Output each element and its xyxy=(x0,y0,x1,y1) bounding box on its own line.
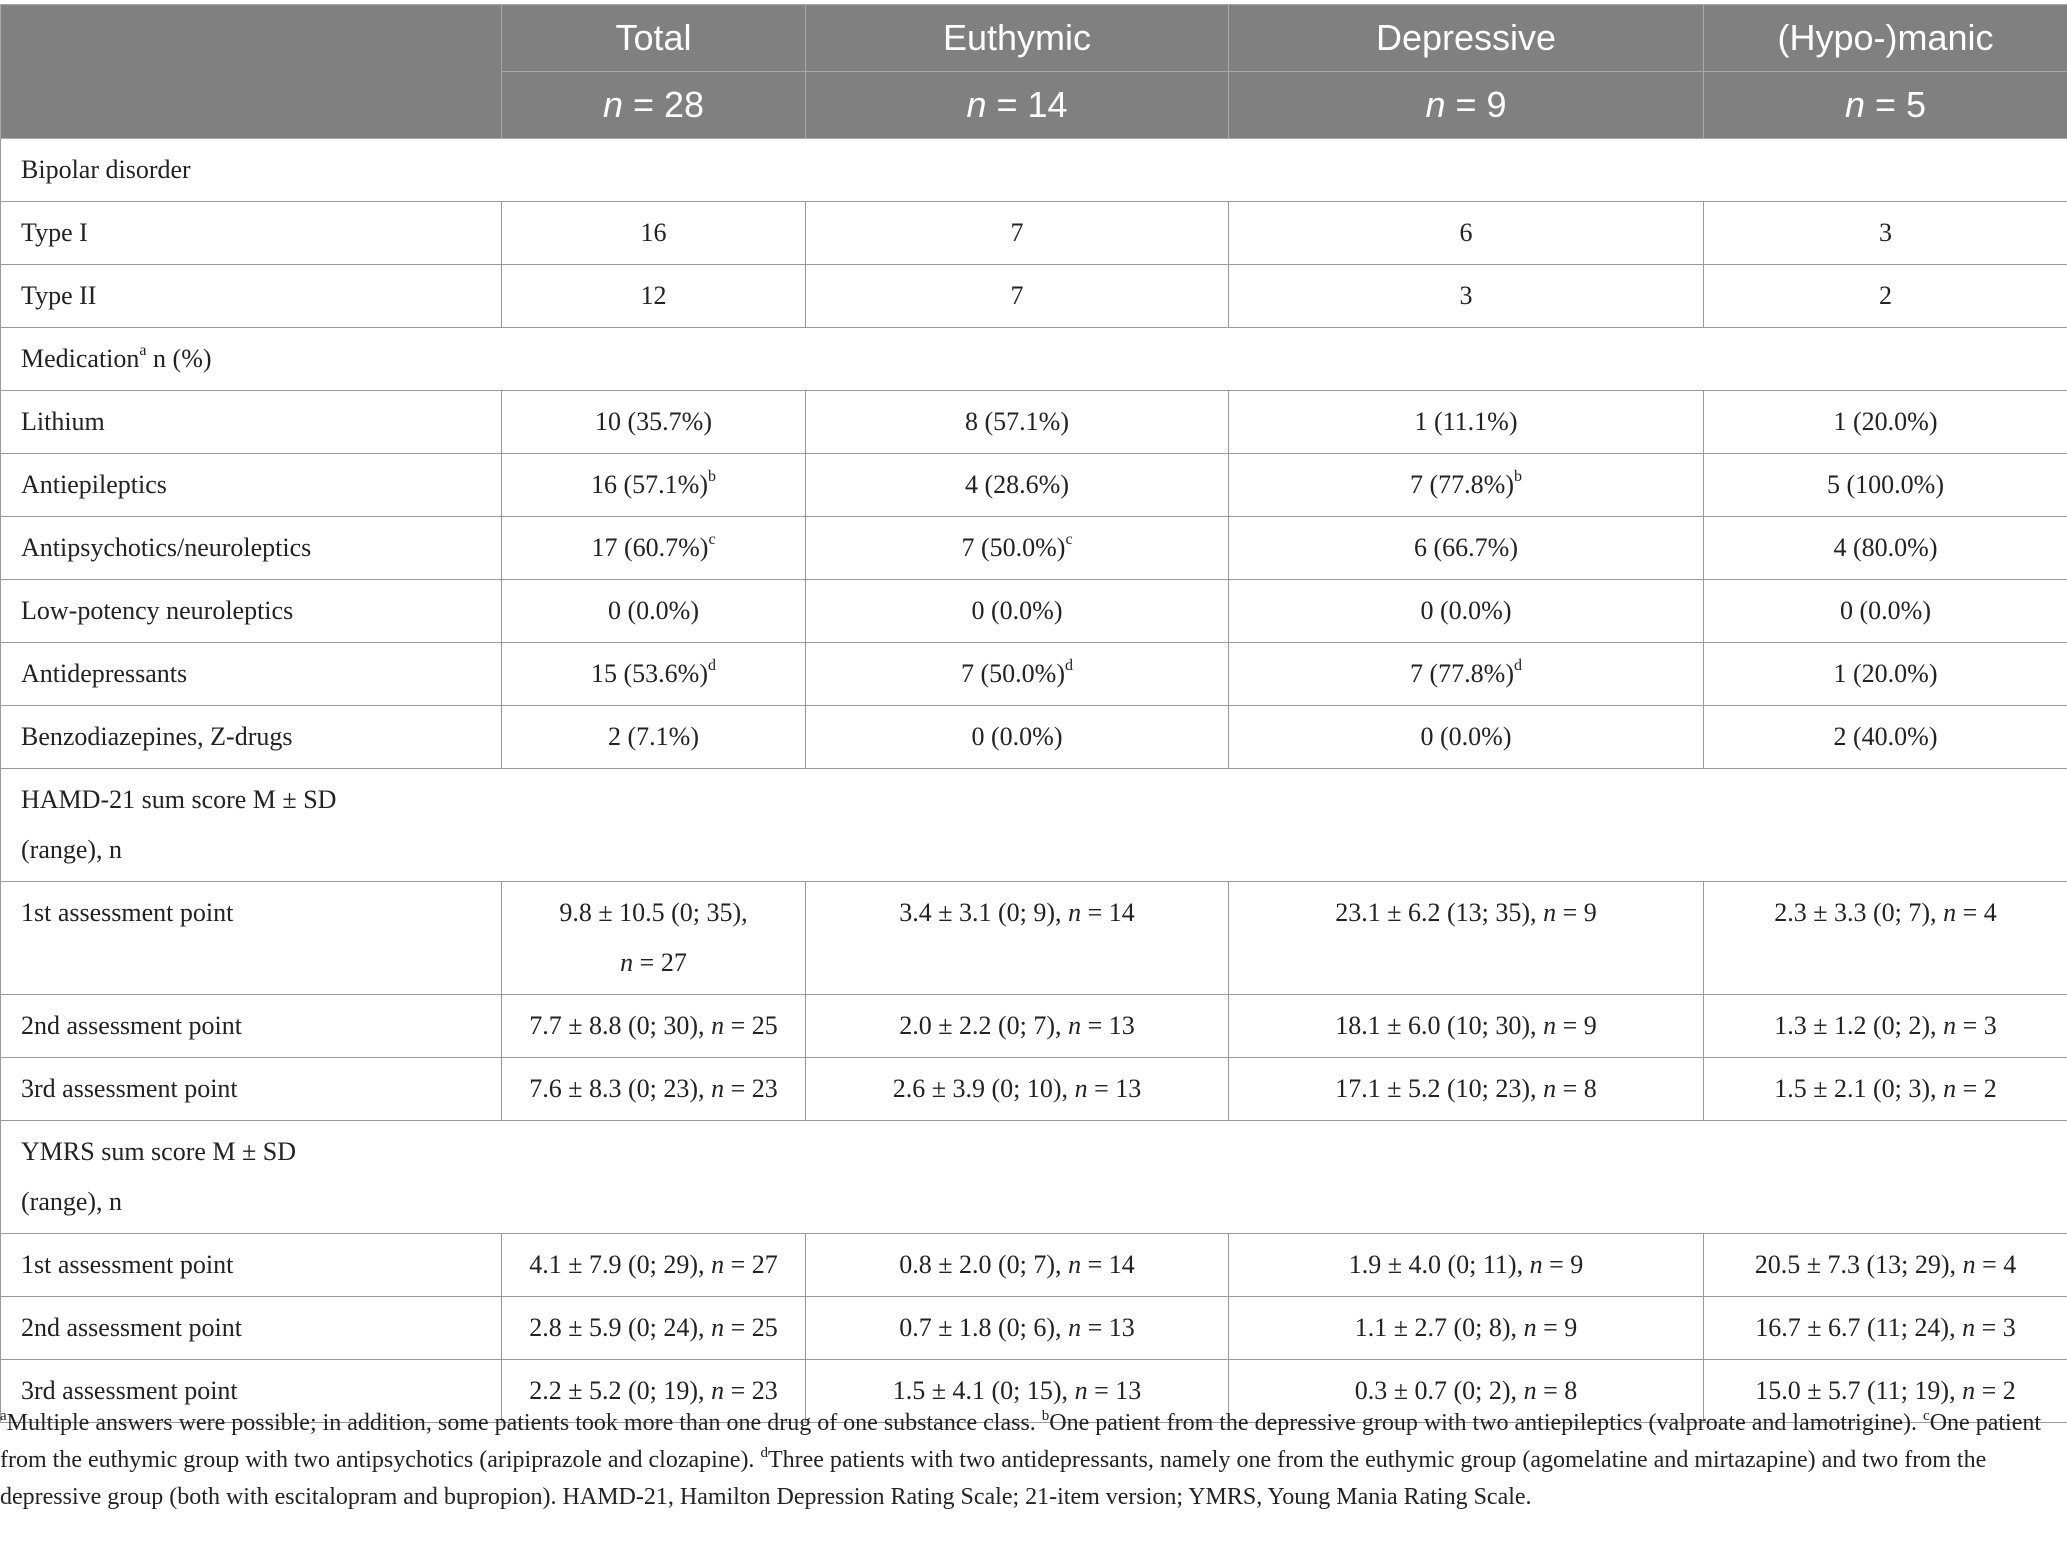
cell-value: 7 $(77.8\%)^b$ xyxy=(1229,454,1704,517)
row-label: 1st assessment point xyxy=(1,1234,502,1297)
table-row xyxy=(1,391,2067,454)
cell-value: 10 (35.7%) xyxy=(502,391,806,454)
cell-value: 1 (20.0%) xyxy=(1704,643,2067,706)
cell-value: 2 (40.0%) xyxy=(1704,706,2067,769)
row-label: 3rd assessment point xyxy=(1,1360,502,1423)
table-row xyxy=(1,995,2067,1058)
row-label: Type II xyxy=(1,265,502,328)
cell-value: 1.1 ± 2.7 (0; 8), n = 9 xyxy=(1229,1297,1704,1360)
cell-value: 2 (7.1%) xyxy=(502,706,806,769)
cell-value: 6 (66.7%) xyxy=(1229,517,1704,580)
table-header xyxy=(1,5,2067,139)
cell-value: 2.8 ± 5.9 (0; 24), n = 25 xyxy=(502,1297,806,1360)
table-row xyxy=(1,1234,2067,1297)
row-label: 2nd assessment point xyxy=(1,995,502,1058)
cell-value: 16 $(57.1\%)^b$ xyxy=(502,454,806,517)
table-row xyxy=(1,1058,2067,1121)
cell-value: 0 (0.0%) xyxy=(1704,580,2067,643)
cell-value: 0.8 ± 2.0 (0; 7), n = 14 xyxy=(806,1234,1229,1297)
cell-value: 3 xyxy=(1704,202,2067,265)
header-depressive: Depressive xyxy=(1229,5,1704,72)
row-label: Type I xyxy=(1,202,502,265)
cell-value: 2.0 ± 2.2 (0; 7), n = 13 xyxy=(806,995,1229,1058)
section-row-ymrs xyxy=(1,1121,2067,1234)
header-euthymic: Euthymic xyxy=(806,5,1229,72)
cell-value: 2.2 ± 5.2 (0; 19), n = 23 xyxy=(502,1360,806,1423)
cell-value: 2 xyxy=(1704,265,2067,328)
cell-value: 1 (20.0%) xyxy=(1704,391,2067,454)
footnote-marker-a: a xyxy=(0,1408,7,1424)
section-row-bipolar xyxy=(1,139,2067,202)
section-row-hamd xyxy=(1,769,2067,882)
cell-value: 0 (0.0%) xyxy=(502,580,806,643)
table-row xyxy=(1,1297,2067,1360)
cell-value: 18.1 ± 6.0 (10; 30), n = 9 xyxy=(1229,995,1704,1058)
header-n-total: n = 28 xyxy=(502,72,806,139)
table-row xyxy=(1,580,2067,643)
header-n-depressive: n = 9 xyxy=(1229,72,1704,139)
table-row xyxy=(1,643,2067,706)
cell-value: 7 xyxy=(806,265,1229,328)
cell-value: 0 (0.0%) xyxy=(1229,706,1704,769)
footnote-marker-b: b xyxy=(1041,1408,1050,1424)
row-label: Lithium xyxy=(1,391,502,454)
cell-value: 1 (11.1%) xyxy=(1229,391,1704,454)
row-label: Antiepileptics xyxy=(1,454,502,517)
cell-value: 0.3 ± 0.7 (0; 2), n = 8 xyxy=(1229,1360,1704,1423)
footnote-c: One patient from the euthymic group with two antipsychotics (aripiprazole and clozapine). xyxy=(0,1410,2042,1473)
cell-value: 5 (100.0%) xyxy=(1704,454,2067,517)
cell-value: 0 (0.0%) xyxy=(806,580,1229,643)
footnote-marker-d: d xyxy=(760,1445,768,1461)
table-row xyxy=(1,454,2067,517)
cell-value: 17.1 ± 5.2 (10; 23), n = 8 xyxy=(1229,1058,1704,1121)
table-row xyxy=(1,882,2067,995)
table-row xyxy=(1,202,2067,265)
row-label: 3rd assessment point xyxy=(1,1058,502,1121)
cell-value: 23.1 ± 6.2 (13; 35), n = 9 xyxy=(1229,882,1704,995)
cell-value: 16 xyxy=(502,202,806,265)
row-label: 1st assessment point xyxy=(1,882,502,995)
footnote-d: Three patients with two antidepressants, namely one from the euthymic group (agomelatine and mirtazapine) and two from the depressive group (both with escitalopram and bupropion). HAMD-21, Hamilton Depression Rating Scale; 21-item version; YMRS, Young Mania Rating Scale. xyxy=(0,1447,1987,1510)
cell-value: 20.5 ± 7.3 (13; 29), n = 4 xyxy=(1704,1234,2067,1297)
table-row xyxy=(1,265,2067,328)
row-label: Low-potency neuroleptics xyxy=(1,580,502,643)
cell-value: 4 (80.0%) xyxy=(1704,517,2067,580)
header-n-euthymic: n = 14 xyxy=(806,72,1229,139)
cell-value: 7 $(77.8\%)^d$ xyxy=(1229,643,1704,706)
cell-value: 4 (28.6%) xyxy=(806,454,1229,517)
data-table xyxy=(0,4,2067,1423)
table-footnote xyxy=(0,1405,2060,1516)
section-title-ymrs: YMRS sum score M ± SD (range), n xyxy=(1,1121,2067,1234)
header-hypomanic: (Hypo-)manic xyxy=(1704,5,2067,72)
header-n-hypomanic: n = 5 xyxy=(1704,72,2067,139)
cell-value: 0.7 ± 1.8 (0; 6), n = 13 xyxy=(806,1297,1229,1360)
cell-value: 4.1 ± 7.9 (0; 29), n = 27 xyxy=(502,1234,806,1297)
table-row xyxy=(1,517,2067,580)
section-title-medication: Medication$^a$ n (%) xyxy=(1,328,2067,391)
row-label: Benzodiazepines, Z-drugs xyxy=(1,706,502,769)
cell-value: 0 (0.0%) xyxy=(1229,580,1704,643)
cell-value: 7 xyxy=(806,202,1229,265)
cell-value: 1.9 ± 4.0 (0; 11), n = 9 xyxy=(1229,1234,1704,1297)
row-label: 2nd assessment point xyxy=(1,1297,502,1360)
cell-value: 9.8 ± 10.5 (0; 35), n = 27 xyxy=(502,882,806,995)
header-empty-cell xyxy=(1,5,502,139)
footnote-a: Multiple answers were possible; in addition, some patients took more than one drug of one substance class. xyxy=(6,1410,1042,1436)
cell-value: 1.5 ± 2.1 (0; 3), n = 2 xyxy=(1704,1058,2067,1121)
footnote-b: One patient from the depressive group with two antiepileptics (valproate and lamotrigine). xyxy=(1049,1410,1924,1436)
table-body xyxy=(1,139,2067,1423)
cell-value: 6 xyxy=(1229,202,1704,265)
row-label: Antipsychotics/neuroleptics xyxy=(1,517,502,580)
row-label: Antidepressants xyxy=(1,643,502,706)
cell-value: 12 xyxy=(502,265,806,328)
cell-value: 2.3 ± 3.3 (0; 7), n = 4 xyxy=(1704,882,2067,995)
cell-value: 3 xyxy=(1229,265,1704,328)
cell-value: 7.7 ± 8.8 (0; 30), n = 25 xyxy=(502,995,806,1058)
cell-value: 3.4 ± 3.1 (0; 9), n = 14 xyxy=(806,882,1229,995)
cell-value: 15 $(53.6\%)^d$ xyxy=(502,643,806,706)
cell-value: 15.0 ± 5.7 (11; 19), n = 2 xyxy=(1704,1360,2067,1423)
cell-value: 16.7 ± 6.7 (11; 24), n = 3 xyxy=(1704,1297,2067,1360)
cell-value: 7 $(50.0\%)^d$ xyxy=(806,643,1229,706)
footnote-marker-c: c xyxy=(1923,1408,1930,1424)
header-total: Total xyxy=(502,5,806,72)
section-title-hamd: HAMD-21 sum score M ± SD (range), n xyxy=(1,769,2067,882)
cell-value: 7 $(50.0\%)^c$ xyxy=(806,517,1229,580)
cell-value: 7.6 ± 8.3 (0; 23), n = 23 xyxy=(502,1058,806,1121)
section-row-medication xyxy=(1,328,2067,391)
cell-value: 1.3 ± 1.2 (0; 2), n = 3 xyxy=(1704,995,2067,1058)
cell-value: 17 $(60.7\%)^c$ xyxy=(502,517,806,580)
header-row-group xyxy=(1,5,2067,72)
cell-value: 1.5 ± 4.1 (0; 15), n = 13 xyxy=(806,1360,1229,1423)
cell-value: 0 (0.0%) xyxy=(806,706,1229,769)
cell-value: 2.6 ± 3.9 (0; 10), n = 13 xyxy=(806,1058,1229,1121)
section-title-bipolar: Bipolar disorder xyxy=(1,139,2067,202)
cell-value: 8 (57.1%) xyxy=(806,391,1229,454)
table-row xyxy=(1,706,2067,769)
